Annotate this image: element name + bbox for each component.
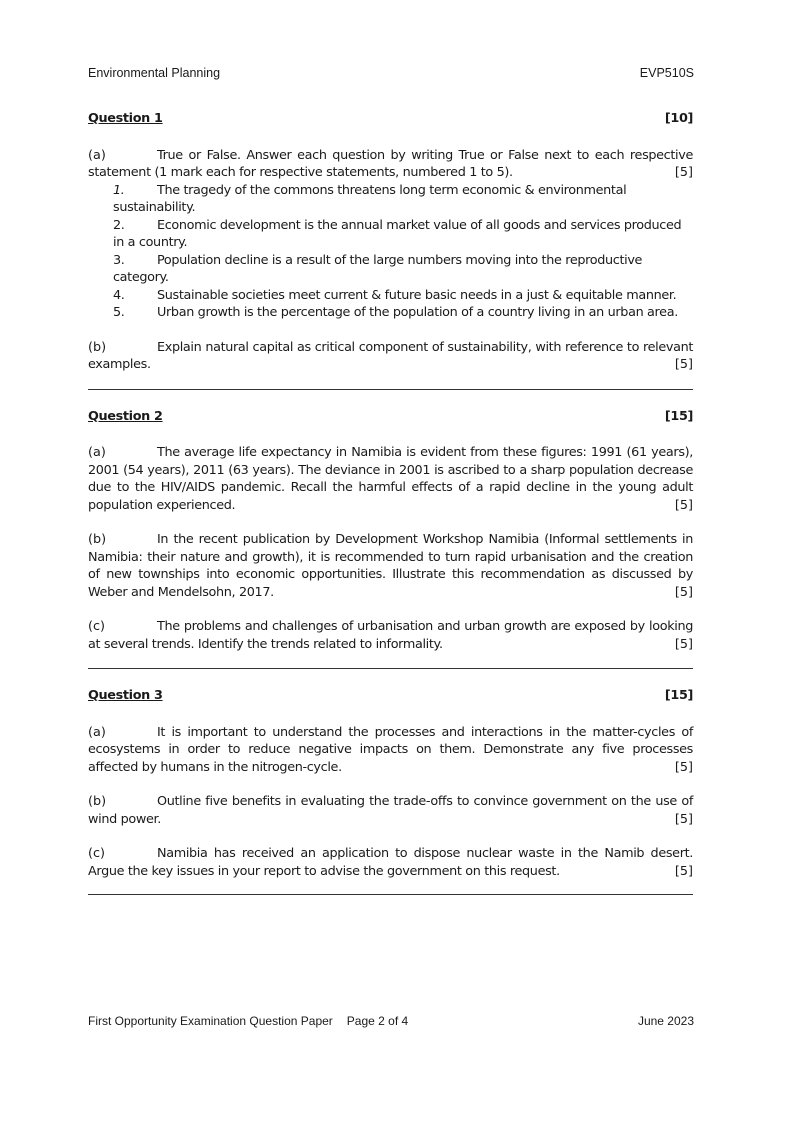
statement-number: 3. bbox=[113, 252, 125, 268]
question-2c bbox=[88, 618, 693, 653]
question-3c bbox=[88, 845, 693, 880]
part-marks: [5] bbox=[674, 811, 693, 827]
section-divider bbox=[88, 894, 693, 895]
part-label: (a) bbox=[88, 147, 106, 163]
part-label: (b) bbox=[88, 339, 107, 355]
statement-text: Sustainable societies meet current & future basic needs in a just & equitable manner. bbox=[157, 287, 677, 303]
question-2a bbox=[88, 444, 693, 514]
question-heading bbox=[88, 408, 693, 426]
page-footer bbox=[88, 1014, 694, 1028]
section-divider bbox=[88, 668, 693, 669]
question-2 bbox=[88, 408, 693, 654]
question-title: Question 3 bbox=[88, 688, 163, 703]
statement-number: 2. bbox=[113, 217, 125, 233]
part-text: Namibia has received an application to dispose nuclear waste in the Namib desert. Argue the key issues in your report to advise the government on this request. bbox=[88, 846, 693, 879]
statement-item bbox=[113, 287, 693, 305]
part-text: In the recent publication by Development Workshop Namibia (Informal settlements in Namibia: their nature and growth), it is recommended to turn rapid urbanisation and the creation of new townships into economic opportunities. Illustrate this recommendation as discussed by Weber and Mendelsohn, 2017. bbox=[88, 532, 693, 600]
exam-date: June 2023 bbox=[637, 1014, 694, 1028]
part-label: (c) bbox=[88, 619, 106, 634]
question-1 bbox=[88, 110, 693, 374]
part-marks: [5] bbox=[674, 863, 693, 879]
part-text: Explain natural capital as critical component of sustainability, with reference to relevant examples. bbox=[88, 339, 693, 372]
statement-item bbox=[113, 304, 693, 322]
part-text: Outline five benefits in evaluating the trade-offs to convince government on the use of wind power. bbox=[88, 794, 693, 827]
statement-number: 5. bbox=[113, 305, 125, 320]
question-content bbox=[88, 110, 693, 895]
question-total-marks: [10] bbox=[664, 111, 693, 126]
page-number: Page 2 of 4 bbox=[346, 1014, 409, 1028]
part-label: (b) bbox=[88, 794, 107, 809]
statement-item bbox=[113, 252, 693, 287]
part-marks: [5] bbox=[674, 584, 693, 600]
question-heading bbox=[88, 110, 693, 128]
statement-text: Population decline is a result of the large numbers moving into the reproductive category. bbox=[113, 252, 643, 285]
paper-title: First Opportunity Examination Question Paper bbox=[88, 1014, 333, 1028]
page-header bbox=[88, 66, 694, 80]
part-marks: [5] bbox=[674, 357, 693, 372]
question-3 bbox=[88, 687, 693, 880]
part-marks: [5] bbox=[674, 165, 693, 180]
part-label: (b) bbox=[88, 532, 107, 547]
part-label: (a) bbox=[88, 445, 106, 460]
question-total-marks: [15] bbox=[664, 688, 693, 703]
course-code: EVP510S bbox=[639, 66, 694, 80]
question-title: Question 2 bbox=[88, 408, 163, 424]
question-1b bbox=[88, 339, 693, 374]
statement-text: Urban growth is the percentage of the population of a country living in an urban area. bbox=[157, 305, 678, 320]
part-text: The average life expectancy in Namibia is evident from these figures: 1991 (61 years), 2001 (54 years), 2011 (63 years). The deviance in 2001 is ascribed to a sharp population decrease due to the HIV/AIDS pandemic. Recall the harmful effects of a rapid decline in the young adult population experienced. bbox=[88, 445, 693, 513]
question-total-marks: [15] bbox=[664, 408, 693, 424]
question-title: Question 1 bbox=[88, 111, 163, 126]
part-label: (a) bbox=[88, 724, 106, 740]
part-text: It is important to understand the processes and interactions in the matter-cycles of ecosystems in order to reduce negative impacts on them. Demonstrate any five processes affected by humans in the nitrogen-cycle. bbox=[88, 724, 693, 775]
course-name: Environmental Planning bbox=[88, 66, 221, 80]
statement-item bbox=[113, 217, 693, 252]
footer-left bbox=[88, 1014, 408, 1028]
question-3a bbox=[88, 724, 693, 777]
section-divider bbox=[88, 389, 693, 390]
question-3b bbox=[88, 793, 693, 828]
part-marks: [5] bbox=[674, 759, 693, 775]
part-marks: [5] bbox=[674, 636, 693, 652]
statement-text: Economic development is the annual market value of all goods and services produced in a country. bbox=[113, 217, 682, 250]
true-false-statements bbox=[113, 182, 693, 322]
statement-number: 1. bbox=[113, 182, 125, 198]
part-label: (c) bbox=[88, 846, 106, 861]
part-text: The problems and challenges of urbanisation and urban growth are exposed by looking at several trends. Identify the trends related to informality. bbox=[88, 619, 693, 652]
statement-item bbox=[113, 182, 693, 217]
part-text: True or False. Answer each question by writing True or False next to each respective statement (1 mark each for respective statements, numbered 1 to 5). bbox=[88, 147, 693, 180]
part-marks: [5] bbox=[674, 497, 693, 513]
statement-number: 4. bbox=[113, 287, 125, 303]
statement-text: The tragedy of the commons threatens long term economic & environmental sustainability. bbox=[113, 182, 627, 215]
question-2b bbox=[88, 531, 693, 601]
question-1a bbox=[88, 147, 693, 182]
question-heading bbox=[88, 687, 693, 705]
